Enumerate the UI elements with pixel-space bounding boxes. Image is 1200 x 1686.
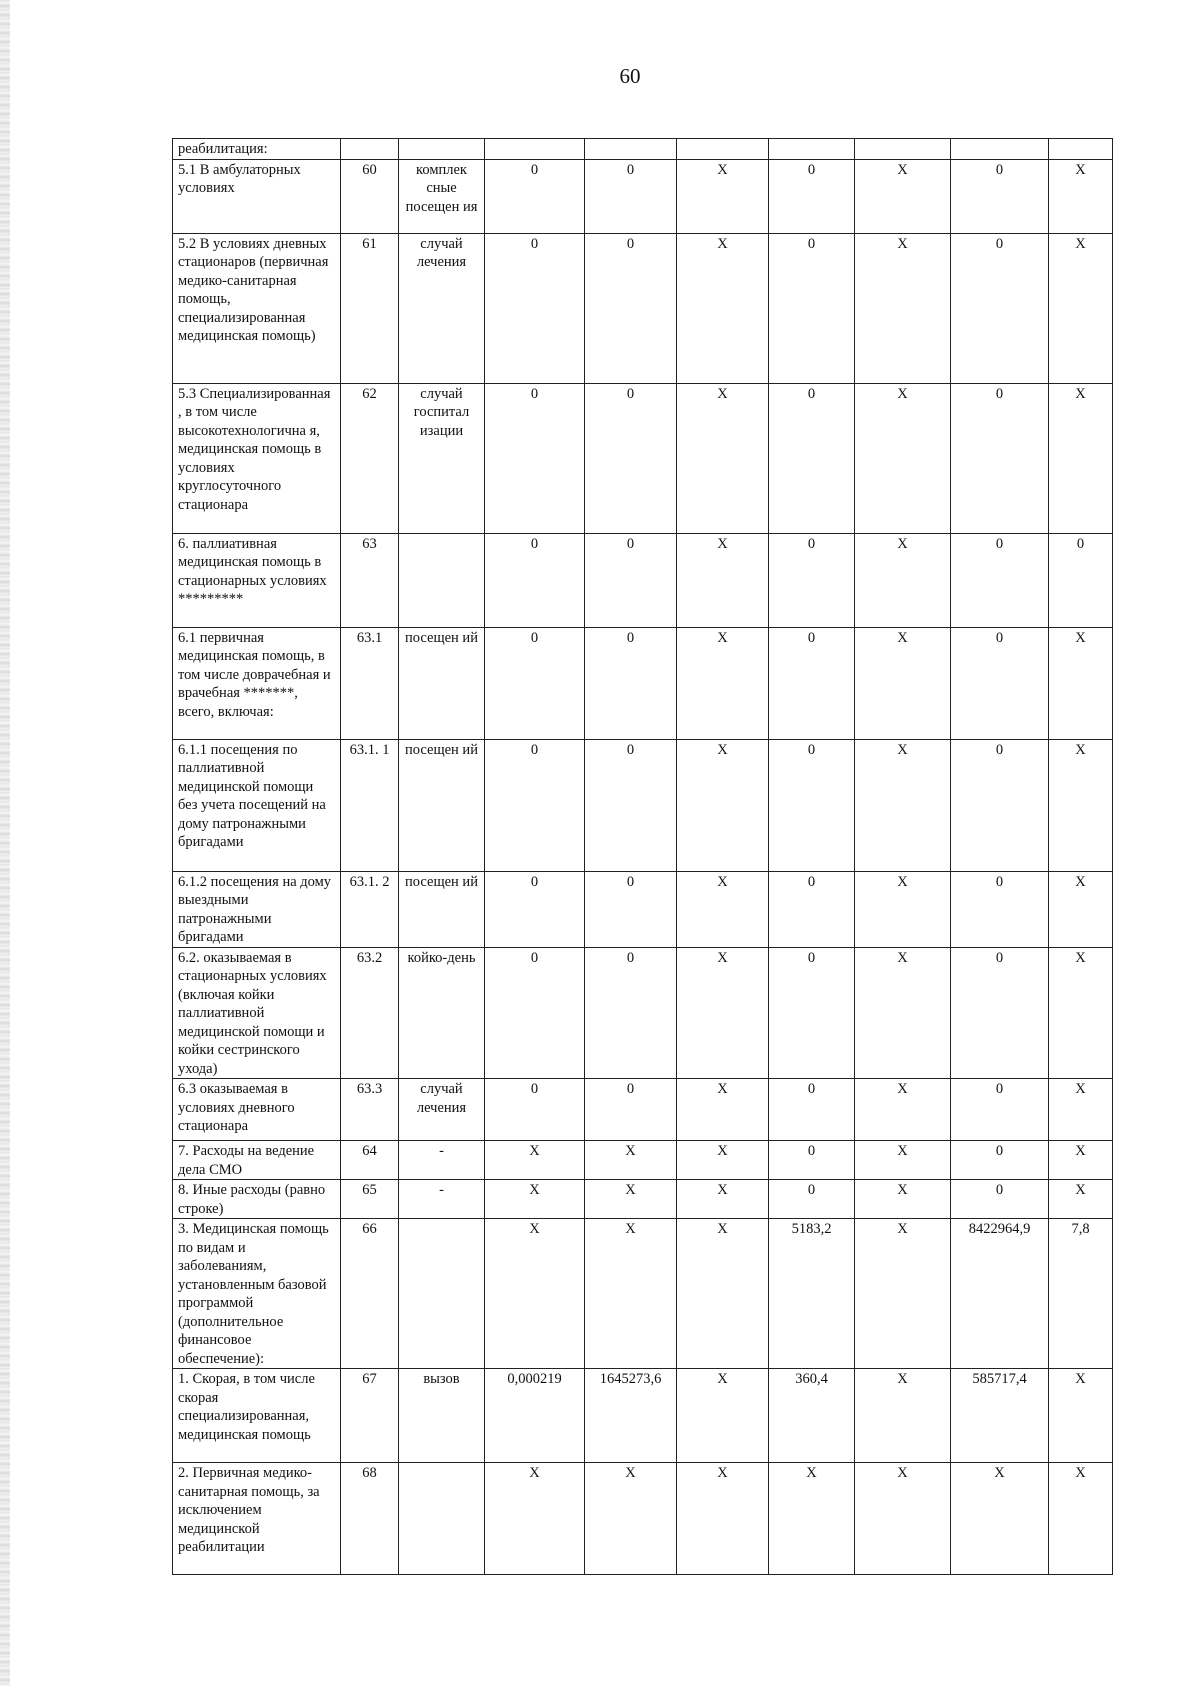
row-unit-cell	[399, 533, 485, 627]
value-cell: Х	[677, 533, 769, 627]
table-row	[173, 383, 1113, 533]
value-cell: 0	[951, 533, 1049, 627]
row-name-cell: 5.3 Специализированная , в том числе высокотехнологична я, медицинская помощь в условиях круглосуточного стационара	[173, 383, 341, 533]
value-cell: Х	[855, 233, 951, 383]
value-cell: Х	[485, 1180, 585, 1219]
value-cell	[769, 139, 855, 160]
row-code-cell: 61	[341, 233, 399, 383]
value-cell: Х	[855, 1079, 951, 1141]
row-unit-cell: койко-день	[399, 947, 485, 1079]
value-cell: 0	[585, 1079, 677, 1141]
value-cell: Х	[677, 1079, 769, 1141]
value-cell: Х	[855, 871, 951, 947]
table-row	[173, 739, 1113, 871]
row-code-cell: 68	[341, 1463, 399, 1575]
row-name-cell: 6.3 оказываемая в условиях дневного стационара	[173, 1079, 341, 1141]
row-unit-cell: посещен ий	[399, 871, 485, 947]
value-cell: 1645273,6	[585, 1369, 677, 1463]
value-cell: 7,8	[1049, 1219, 1113, 1369]
value-cell: Х	[485, 1463, 585, 1575]
row-code-cell: 62	[341, 383, 399, 533]
value-cell: 0	[585, 627, 677, 739]
value-cell: Х	[677, 383, 769, 533]
value-cell: 0	[951, 1180, 1049, 1219]
table-row	[173, 139, 1113, 160]
value-cell: Х	[1049, 1141, 1113, 1180]
value-cell: 0	[585, 383, 677, 533]
row-unit-cell: комплек сные посещен ия	[399, 159, 485, 233]
table-row	[173, 159, 1113, 233]
row-name-cell: 8. Иные расходы (равно строке)	[173, 1180, 341, 1219]
row-name-cell: 6.1 первичная медицинская помощь, в том числе доврачебная и врачебная *******, всего, включая:	[173, 627, 341, 739]
value-cell: Х	[677, 1180, 769, 1219]
row-code-cell: 60	[341, 159, 399, 233]
value-cell: 0	[951, 739, 1049, 871]
table-row	[173, 1141, 1113, 1180]
value-cell: Х	[855, 1463, 951, 1575]
scan-edge	[0, 0, 10, 1686]
value-cell: 585717,4	[951, 1369, 1049, 1463]
value-cell: Х	[1049, 1180, 1113, 1219]
row-unit-cell	[399, 1219, 485, 1369]
table-row	[173, 1180, 1113, 1219]
row-unit-cell: случай лечения	[399, 233, 485, 383]
row-code-cell	[341, 139, 399, 160]
value-cell: Х	[1049, 233, 1113, 383]
table-row	[173, 1463, 1113, 1575]
value-cell: Х	[585, 1219, 677, 1369]
row-unit-cell: посещен ий	[399, 627, 485, 739]
value-cell: Х	[1049, 1079, 1113, 1141]
value-cell: Х	[1049, 739, 1113, 871]
row-unit-cell: случай госпитал изации	[399, 383, 485, 533]
row-code-cell: 63.1. 2	[341, 871, 399, 947]
value-cell: 0	[485, 533, 585, 627]
value-cell: 0	[769, 627, 855, 739]
value-cell: 0	[951, 1079, 1049, 1141]
value-cell: Х	[677, 947, 769, 1079]
value-cell: Х	[677, 627, 769, 739]
value-cell: Х	[769, 1463, 855, 1575]
value-cell: Х	[1049, 159, 1113, 233]
value-cell: Х	[855, 1219, 951, 1369]
row-name-cell: 2. Первичная медико-санитарная помощь, за исключением медицинской реабилитации	[173, 1463, 341, 1575]
row-unit-cell: посещен ий	[399, 739, 485, 871]
value-cell: 0	[485, 947, 585, 1079]
value-cell: 0	[951, 159, 1049, 233]
row-name-cell: 5.2 В условиях дневных стационаров (первичная медико-санитарная помощь, специализированная медицинская помощь)	[173, 233, 341, 383]
row-name-cell: 6.1.2 посещения на дому выездными патронажными бригадами	[173, 871, 341, 947]
value-cell: 0	[951, 233, 1049, 383]
page-number: 60	[619, 64, 641, 88]
value-cell: 8422964,9	[951, 1219, 1049, 1369]
value-cell: 0	[769, 1141, 855, 1180]
value-cell: 0,000219	[485, 1369, 585, 1463]
table-row	[173, 947, 1113, 1079]
value-cell: 0	[769, 871, 855, 947]
table-row	[173, 627, 1113, 739]
row-name-cell: 6.2. оказываемая в стационарных условиях (включая койки паллиативной медицинской помощи и койки сестринского ухода)	[173, 947, 341, 1079]
value-cell: Х	[485, 1219, 585, 1369]
value-cell: 0	[951, 871, 1049, 947]
value-cell: Х	[585, 1180, 677, 1219]
row-name-cell: 6. паллиативная медицинская помощь в стационарных условиях *********	[173, 533, 341, 627]
value-cell: 0	[951, 383, 1049, 533]
value-cell: 0	[585, 947, 677, 1079]
value-cell: Х	[855, 1369, 951, 1463]
value-cell: Х	[951, 1463, 1049, 1575]
value-cell	[855, 139, 951, 160]
value-cell: Х	[677, 1369, 769, 1463]
value-cell: Х	[855, 627, 951, 739]
value-cell: Х	[855, 383, 951, 533]
value-cell: 0	[485, 233, 585, 383]
table-row	[173, 1369, 1113, 1463]
table-body	[173, 139, 1113, 1575]
row-code-cell: 64	[341, 1141, 399, 1180]
value-cell: Х	[485, 1141, 585, 1180]
value-cell: 5183,2	[769, 1219, 855, 1369]
row-unit-cell: -	[399, 1141, 485, 1180]
value-cell: 0	[485, 383, 585, 533]
table-row	[173, 871, 1113, 947]
table-row	[173, 533, 1113, 627]
value-cell	[677, 139, 769, 160]
row-unit-cell	[399, 139, 485, 160]
value-cell: 0	[485, 159, 585, 233]
value-cell: 0	[585, 159, 677, 233]
row-code-cell: 63	[341, 533, 399, 627]
value-cell: 0	[951, 1141, 1049, 1180]
value-cell: 360,4	[769, 1369, 855, 1463]
row-name-cell: 5.1 В амбулаторных условиях	[173, 159, 341, 233]
value-cell: 0	[769, 947, 855, 1079]
value-cell: Х	[1049, 947, 1113, 1079]
row-code-cell: 65	[341, 1180, 399, 1219]
value-cell: Х	[585, 1141, 677, 1180]
value-cell: Х	[855, 1180, 951, 1219]
row-code-cell: 66	[341, 1219, 399, 1369]
value-cell: Х	[855, 739, 951, 871]
value-cell: Х	[677, 233, 769, 383]
value-cell: 0	[769, 533, 855, 627]
value-cell: 0	[585, 533, 677, 627]
table-row	[173, 1079, 1113, 1141]
value-cell	[585, 139, 677, 160]
value-cell: 0	[769, 159, 855, 233]
value-cell: Х	[677, 1141, 769, 1180]
value-cell: 0	[485, 1079, 585, 1141]
row-name-cell: 1. Скорая, в том числе скорая специализированная, медицинская помощь	[173, 1369, 341, 1463]
table-row	[173, 233, 1113, 383]
value-cell: Х	[1049, 383, 1113, 533]
value-cell: Х	[1049, 627, 1113, 739]
row-code-cell: 63.1. 1	[341, 739, 399, 871]
value-cell: Х	[677, 1463, 769, 1575]
row-unit-cell: -	[399, 1180, 485, 1219]
value-cell: 0	[769, 1079, 855, 1141]
value-cell: 0	[485, 871, 585, 947]
value-cell: 0	[485, 739, 585, 871]
value-cell: 0	[769, 1180, 855, 1219]
value-cell: 0	[585, 739, 677, 871]
value-cell: Х	[677, 739, 769, 871]
row-name-cell: реабилитация:	[173, 139, 341, 160]
row-code-cell: 63.2	[341, 947, 399, 1079]
value-cell: Х	[1049, 1369, 1113, 1463]
value-cell: Х	[855, 533, 951, 627]
row-code-cell: 67	[341, 1369, 399, 1463]
row-unit-cell	[399, 1463, 485, 1575]
value-cell: Х	[677, 159, 769, 233]
value-cell: 0	[585, 871, 677, 947]
value-cell	[485, 139, 585, 160]
row-name-cell: 6.1.1 посещения по паллиативной медицинской помощи без учета посещений на дому патронажными бригадами	[173, 739, 341, 871]
value-cell: 0	[951, 947, 1049, 1079]
value-cell: Х	[1049, 871, 1113, 947]
row-unit-cell: вызов	[399, 1369, 485, 1463]
value-cell: Х	[1049, 1463, 1113, 1575]
table-row	[173, 1219, 1113, 1369]
value-cell: 0	[485, 627, 585, 739]
value-cell: Х	[677, 871, 769, 947]
value-cell	[1049, 139, 1113, 160]
row-code-cell: 63.1	[341, 627, 399, 739]
value-cell: Х	[855, 947, 951, 1079]
value-cell: 0	[769, 233, 855, 383]
value-cell: 0	[585, 233, 677, 383]
value-cell: 0	[769, 383, 855, 533]
row-code-cell: 63.3	[341, 1079, 399, 1141]
value-cell: 0	[769, 739, 855, 871]
value-cell: Х	[677, 1219, 769, 1369]
value-cell: 0	[951, 627, 1049, 739]
data-table	[172, 138, 1113, 1575]
value-cell: Х	[585, 1463, 677, 1575]
value-cell: Х	[855, 159, 951, 233]
value-cell	[951, 139, 1049, 160]
row-unit-cell: случай лечения	[399, 1079, 485, 1141]
row-name-cell: 3. Медицинская помощь по видам и заболеваниям, установленным базовой программой (дополнительное финансовое обеспечение):	[173, 1219, 341, 1369]
value-cell: 0	[1049, 533, 1113, 627]
row-name-cell: 7. Расходы на ведение дела СМО	[173, 1141, 341, 1180]
value-cell: Х	[855, 1141, 951, 1180]
